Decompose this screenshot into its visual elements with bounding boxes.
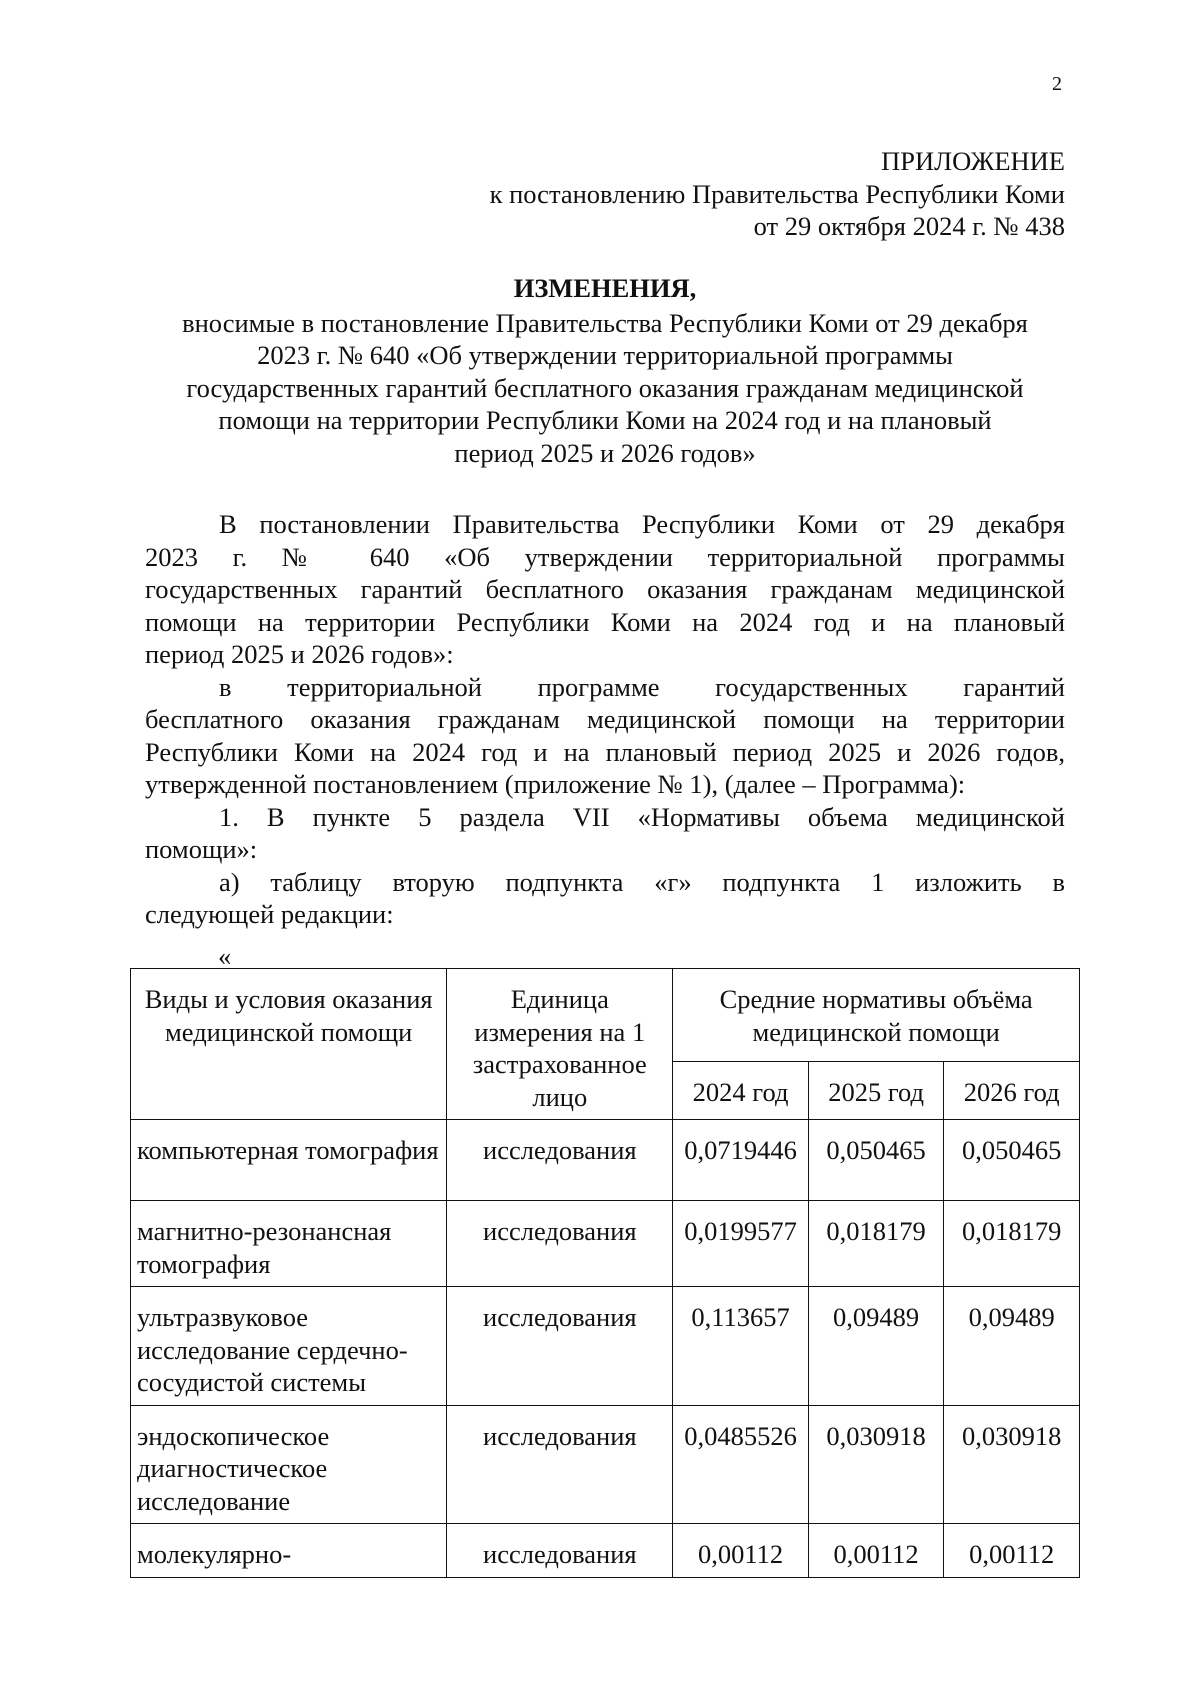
paragraph-1-line: период 2025 и 2026 годов»: (145, 639, 454, 669)
row-value-2024: 0,0485526 (673, 1405, 809, 1524)
paragraph-1 (145, 508, 1065, 671)
table-row (131, 1120, 1080, 1201)
appendix-line-1: к постановлению Правительства Республики Коми (489, 178, 1065, 209)
paragraph-2-line: утвержденной постановлением (приложение № 1), (далее – Программа): (145, 769, 966, 799)
row-care-type: молекулярно- (131, 1524, 447, 1578)
row-value-2025: 0,030918 (808, 1405, 944, 1524)
title-line-5: период 2025 и 2026 годов» (454, 437, 756, 468)
document-title-block (0, 272, 1200, 469)
title-line-2: 2023 г. № 640 «Об утверждении территориальной программы (257, 340, 953, 370)
row-care-type: ультразвуковое исследование сердечно-сосудистой системы (131, 1287, 447, 1406)
header-year-2025: 2025 год (808, 1062, 944, 1120)
row-value-2024: 0,0719446 (673, 1120, 809, 1201)
table-row (131, 1201, 1080, 1287)
row-unit: исследования (447, 1201, 673, 1287)
row-value-2026: 0,00112 (944, 1524, 1080, 1578)
document-heading: ИЗМЕНЕНИЯ, (513, 273, 697, 303)
page-number: 2 (1052, 73, 1062, 95)
table-row (131, 1287, 1080, 1406)
table-row (131, 1524, 1080, 1578)
appendix-line-2: от 29 октября 2024 г. № 438 (753, 211, 1065, 241)
row-value-2026: 0,050465 (944, 1120, 1080, 1201)
paragraph-2-line: Республики Коми на 2024 год и на плановый период 2025 и 2026 годов, (145, 736, 1065, 767)
paragraph-1-line: В постановлении Правительства Республики Коми от 29 декабря (219, 509, 1065, 539)
paragraph-2-line: бесплатного оказания гражданам медицинской помощи на территории (145, 704, 1065, 734)
row-care-type: эндоскопическое диагностическое исследование (131, 1405, 447, 1524)
header-year-2024: 2024 год (673, 1062, 809, 1120)
paragraph-2-line: в территориальной программе государственных гарантий (219, 671, 1065, 702)
title-line-4: помощи на территории Республики Коми на 2024 год и на плановый (218, 405, 992, 435)
title-line-1: вносимые в постановление Правительства Республики Коми от 29 декабря (182, 307, 1028, 338)
row-value-2026: 0,018179 (944, 1201, 1080, 1287)
row-unit: исследования (447, 1405, 673, 1524)
row-value-2025: 0,018179 (808, 1201, 944, 1287)
row-care-type: магнитно-резонансная томография (131, 1201, 447, 1287)
appendix-title: ПРИЛОЖЕНИЕ (881, 146, 1065, 176)
row-value-2024: 0,113657 (673, 1287, 809, 1406)
header-average-norms: Средние нормативы объёма медицинской помощи (673, 969, 1080, 1062)
appendix-block (365, 145, 1065, 243)
row-unit: исследования (447, 1524, 673, 1578)
row-value-2024: 0,00112 (673, 1524, 809, 1578)
header-year-2026: 2026 год (944, 1062, 1080, 1120)
row-value-2025: 0,09489 (808, 1287, 944, 1406)
paragraph-1-line: государственных гарантий бесплатного оказания гражданам медицинской (145, 574, 1065, 604)
row-value-2025: 0,050465 (808, 1120, 944, 1201)
opening-quote-mark: « (218, 941, 232, 971)
row-value-2025: 0,00112 (808, 1524, 944, 1578)
paragraph-4-line: а) таблицу вторую подпункта «г» подпункта 1 изложить в (219, 866, 1065, 897)
header-unit: Единица измерения на 1 застрахованное лицо (447, 969, 673, 1120)
paragraph-3-line: помощи»: (145, 834, 258, 864)
norms-table (130, 968, 1080, 1578)
table-row (131, 1405, 1080, 1524)
paragraph-4 (145, 866, 1065, 931)
paragraph-1-line: 2023 г. № 640 «Об утверждении территориальной программы (145, 541, 1065, 572)
row-care-type: компьютерная томография (131, 1120, 447, 1201)
row-value-2026: 0,09489 (944, 1287, 1080, 1406)
row-value-2026: 0,030918 (944, 1405, 1080, 1524)
paragraph-3-line: 1. В пункте 5 раздела VII «Нормативы объема медицинской (219, 801, 1065, 832)
row-unit: исследования (447, 1287, 673, 1406)
row-unit: исследования (447, 1120, 673, 1201)
body-text (145, 508, 1065, 931)
paragraph-3 (145, 801, 1065, 866)
header-care-type: Виды и условия оказания медицинской помощи (131, 969, 447, 1120)
paragraph-4-line: следующей редакции: (145, 899, 394, 929)
paragraph-1-line: помощи на территории Республики Коми на 2024 год и на плановый (145, 606, 1065, 637)
row-value-2024: 0,0199577 (673, 1201, 809, 1287)
title-line-3: государственных гарантий бесплатного оказания гражданам медицинской (186, 372, 1024, 403)
paragraph-2 (145, 671, 1065, 801)
